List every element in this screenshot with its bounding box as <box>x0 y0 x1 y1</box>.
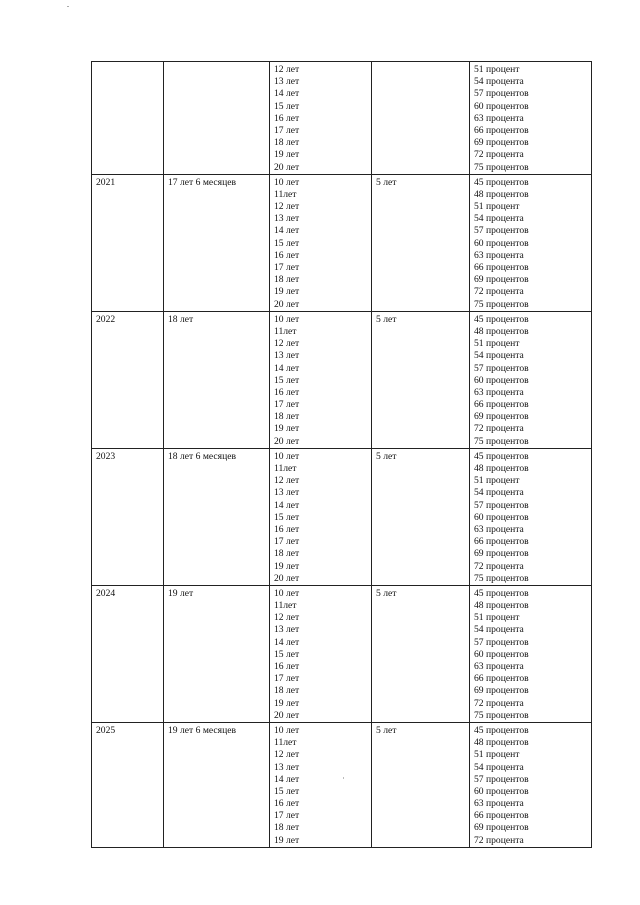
year-cell <box>92 62 164 175</box>
year-cell-text: 2024 <box>96 587 116 599</box>
percent-cell-line: 66 процентов <box>474 810 529 822</box>
experience-cell-line: 12 лет <box>274 749 300 761</box>
experience-cell-line: 13 лет <box>274 76 300 88</box>
percent-cell-line: 48 процентов <box>474 463 529 474</box>
experience-cell-line: 20 лет <box>274 298 300 310</box>
year-cell <box>92 311 164 448</box>
experience-cell-line: 12 лет <box>274 612 300 624</box>
experience-cell-line: 16 лет <box>274 523 300 535</box>
year-cell-text: 2022 <box>96 313 116 325</box>
percent-cell-line: 69 процентов <box>474 822 529 834</box>
experience-cell-line: 17 лет <box>274 673 300 685</box>
min-period-cell <box>372 62 470 175</box>
percent-cell-line: 66 процентов <box>474 673 529 685</box>
percent-cell-line: 45 процентов <box>474 176 529 188</box>
experience-cell-line: 19 лет <box>274 560 300 572</box>
percent-cell <box>470 174 592 311</box>
percent-cell-line: 60 процентов <box>474 785 529 797</box>
percent-cell-line: 57 процентов <box>474 499 529 511</box>
percent-cell-line: 60 процентов <box>474 511 529 523</box>
percent-cell-line: 57 процентов <box>474 362 529 374</box>
percent-cell-line: 63 процента <box>474 112 524 124</box>
percent-cell-line: 72 процента <box>474 560 524 572</box>
percent-cell-line: 75 процентов <box>474 572 529 584</box>
experience-cell-line: 12 лет <box>274 64 300 75</box>
percent-cell-line: 66 процентов <box>474 124 529 136</box>
percent-cell-line: 57 процентов <box>474 225 529 237</box>
experience-cell-line: 15 лет <box>274 785 300 797</box>
year-cell-text: 2023 <box>96 450 116 462</box>
experience-cell <box>270 311 372 448</box>
experience-cell-line: 18 лет <box>274 685 300 697</box>
min-period-cell <box>372 722 470 847</box>
percent-cell-line: 72 процента <box>474 286 524 298</box>
min-period-cell <box>372 174 470 311</box>
experience-cell-line: 16 лет <box>274 249 300 261</box>
experience-cell-line: 14 лет <box>274 88 300 100</box>
percent-cell-line: 57 процентов <box>474 636 529 648</box>
percent-cell-line: 60 процентов <box>474 374 529 386</box>
percent-cell-line: 54 процента <box>474 761 524 773</box>
experience-cell-line: 11лет <box>274 600 297 612</box>
age-cell <box>164 448 270 585</box>
percent-cell-line: 63 процента <box>474 523 524 535</box>
percent-cell-line: 48 процентов <box>474 325 529 337</box>
experience-cell-line: 11лет <box>274 737 297 749</box>
percent-cell-line: 48 процентов <box>474 600 529 612</box>
percent-cell-line: 54 процента <box>474 487 524 499</box>
percent-cell <box>470 448 592 585</box>
age-cell <box>164 174 270 311</box>
percent-cell-line: 69 процентов <box>474 274 529 286</box>
table-row <box>92 722 592 847</box>
age-cell-text: 18 лет 6 месяцев <box>168 450 236 462</box>
experience-cell-line: 14 лет <box>274 225 300 237</box>
experience-cell-line: 19 лет <box>274 286 300 298</box>
experience-cell-line: 15 лет <box>274 511 300 523</box>
experience-cell-line: 11лет <box>274 463 297 474</box>
percent-cell-line: 66 процентов <box>474 399 529 411</box>
min-period-cell-text: 5 лет <box>376 587 397 599</box>
experience-cell-line: 13 лет <box>274 487 300 499</box>
age-cell <box>164 722 270 847</box>
experience-cell-line: 12 лет <box>274 475 300 487</box>
percent-cell-line: 54 процента <box>474 624 524 636</box>
experience-cell-line: 17 лет <box>274 810 300 822</box>
age-cell <box>164 585 270 722</box>
percent-cell-line: 75 процентов <box>474 298 529 310</box>
percent-cell-line: 54 процента <box>474 76 524 88</box>
percent-cell-line: 63 процента <box>474 249 524 261</box>
percent-cell-line: 54 процента <box>474 213 524 225</box>
experience-cell-line: 10 лет <box>274 176 300 188</box>
table-row <box>92 448 592 585</box>
experience-cell-line: 11лет <box>274 325 297 337</box>
experience-cell-line: 15 лет <box>274 237 300 249</box>
percent-cell-line: 72 процента <box>474 423 524 435</box>
experience-cell-line: 15 лет <box>274 100 300 112</box>
percent-cell-line: 51 процент <box>474 475 520 487</box>
percent-cell-line: 51 процент <box>474 338 520 350</box>
percent-cell-line: 72 процента <box>474 834 524 846</box>
experience-cell-line: 19 лет <box>274 834 300 846</box>
year-cell-text: 2021 <box>96 176 116 188</box>
table-row <box>92 62 592 175</box>
year-cell <box>92 585 164 722</box>
year-cell <box>92 722 164 847</box>
min-period-cell-text: 5 лет <box>376 724 397 736</box>
experience-cell <box>270 585 372 722</box>
percent-cell-line: 51 процент <box>474 201 520 213</box>
experience-cell-line: 20 лет <box>274 709 300 721</box>
percent-cell-line: 51 процент <box>474 612 520 624</box>
experience-cell-line: 13 лет <box>274 350 300 362</box>
experience-cell-line: 20 лет <box>274 572 300 584</box>
percent-cell-line: 72 процента <box>474 149 524 161</box>
experience-cell-line: 16 лет <box>274 386 300 398</box>
percent-cell-line: 75 процентов <box>474 435 529 447</box>
percent-cell-line: 51 процент <box>474 64 520 75</box>
experience-cell-line: 17 лет <box>274 536 300 548</box>
percent-cell-line: 75 процентов <box>474 161 529 173</box>
percent-cell-line: 54 процента <box>474 350 524 362</box>
experience-cell-line: 10 лет <box>274 724 300 736</box>
min-period-cell-text: 5 лет <box>376 313 397 325</box>
experience-cell-line: 18 лет <box>274 137 300 149</box>
min-period-cell-text: 5 лет <box>376 176 397 188</box>
min-period-cell <box>372 448 470 585</box>
experience-cell-line: 20 лет <box>274 161 300 173</box>
min-period-cell-text: 5 лет <box>376 450 397 462</box>
experience-cell-line: 14 лет <box>274 773 300 785</box>
experience-cell-line: 16 лет <box>274 112 300 124</box>
percent-cell-line: 48 процентов <box>474 737 529 749</box>
percent-cell <box>470 585 592 722</box>
age-cell-text: 19 лет 6 месяцев <box>168 724 236 736</box>
experience-cell-line: 20 лет <box>274 435 300 447</box>
experience-cell-line: 13 лет <box>274 761 300 773</box>
percent-cell-line: 63 процента <box>474 798 524 810</box>
experience-cell-line: 17 лет <box>274 399 300 411</box>
percent-cell-line: 48 процентов <box>474 188 529 200</box>
experience-cell-line: 10 лет <box>274 313 300 325</box>
pension-table <box>91 61 592 848</box>
experience-cell-line: 13 лет <box>274 213 300 225</box>
experience-cell-line: 17 лет <box>274 124 300 136</box>
scan-speck <box>67 6 69 7</box>
percent-cell-line: 57 процентов <box>474 773 529 785</box>
percent-cell-line: 75 процентов <box>474 709 529 721</box>
experience-cell-line: 10 лет <box>274 450 300 462</box>
experience-cell <box>270 62 372 175</box>
min-period-cell <box>372 585 470 722</box>
percent-cell-line: 60 процентов <box>474 237 529 249</box>
age-cell-text: 19 лет <box>168 587 194 599</box>
experience-cell-line: 19 лет <box>274 149 300 161</box>
percent-cell-line: 45 процентов <box>474 313 529 325</box>
experience-cell-line: 14 лет <box>274 636 300 648</box>
percent-cell-line: 72 процента <box>474 697 524 709</box>
experience-cell-line: 16 лет <box>274 798 300 810</box>
percent-cell-line: 45 процентов <box>474 587 529 599</box>
experience-cell-line: 12 лет <box>274 201 300 213</box>
age-cell-text: 18 лет <box>168 313 194 325</box>
age-cell <box>164 311 270 448</box>
experience-cell-line: 14 лет <box>274 499 300 511</box>
experience-cell-line: 19 лет <box>274 697 300 709</box>
experience-cell-line: 14 лет <box>274 362 300 374</box>
percent-cell-line: 69 процентов <box>474 137 529 149</box>
experience-cell <box>270 174 372 311</box>
experience-cell-line: 18 лет <box>274 548 300 560</box>
experience-cell-line: 13 лет <box>274 624 300 636</box>
table-row <box>92 174 592 311</box>
percent-cell-line: 60 процентов <box>474 100 529 112</box>
percent-cell-line: 45 процентов <box>474 724 529 736</box>
experience-cell-line: 12 лет <box>274 338 300 350</box>
table-body <box>92 62 592 848</box>
table-row <box>92 311 592 448</box>
year-cell-text: 2025 <box>96 724 116 736</box>
percent-cell <box>470 311 592 448</box>
experience-cell-line: 18 лет <box>274 411 300 423</box>
age-cell <box>164 62 270 175</box>
experience-cell <box>270 448 372 585</box>
percent-cell <box>470 722 592 847</box>
experience-cell-line: 15 лет <box>274 374 300 386</box>
year-cell <box>92 174 164 311</box>
experience-cell-line: 17 лет <box>274 262 300 273</box>
min-period-cell <box>372 311 470 448</box>
percent-cell-line: 63 процента <box>474 661 524 672</box>
experience-cell-line: 19 лет <box>274 423 300 435</box>
experience-cell-line: 16 лет <box>274 661 300 672</box>
experience-cell <box>270 722 372 847</box>
percent-cell-line: 51 процент <box>474 749 520 761</box>
experience-cell-line: 11лет <box>274 188 297 200</box>
percent-cell <box>470 62 592 175</box>
age-cell-text: 17 лет 6 месяцев <box>168 176 236 188</box>
percent-cell-line: 66 процентов <box>474 536 529 548</box>
percent-cell-line: 57 процентов <box>474 88 529 100</box>
experience-cell-line: 18 лет <box>274 822 300 834</box>
table-row <box>92 585 592 722</box>
percent-cell-line: 69 процентов <box>474 548 529 560</box>
experience-cell-line: 15 лет <box>274 648 300 660</box>
experience-cell-line: 10 лет <box>274 587 300 599</box>
percent-cell-line: 66 процентов <box>474 262 529 273</box>
percent-cell-line: 69 процентов <box>474 685 529 697</box>
year-cell <box>92 448 164 585</box>
experience-cell-line: 18 лет <box>274 274 300 286</box>
percent-cell-line: 45 процентов <box>474 450 529 462</box>
percent-cell-line: 60 процентов <box>474 648 529 660</box>
percent-cell-line: 69 процентов <box>474 411 529 423</box>
percent-cell-line: 63 процента <box>474 386 524 398</box>
